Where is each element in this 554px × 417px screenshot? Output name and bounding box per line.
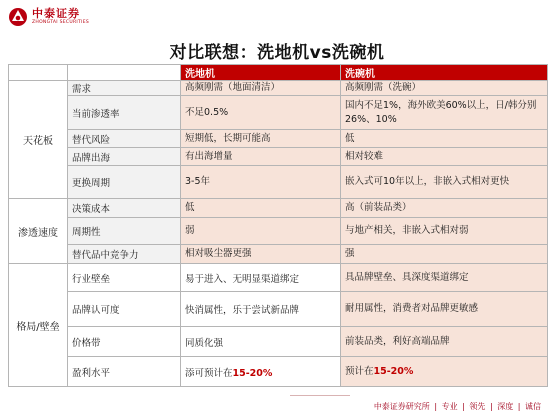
column-header-floor-washer: 洗地机 xyxy=(181,65,341,81)
footer-org: 中泰证券研究所 xyxy=(373,402,430,411)
column-header-dishwasher: 洗碗机 xyxy=(341,65,548,81)
floor-washer-cell: 快消属性，乐于尝试新品牌 xyxy=(181,292,341,327)
floor-washer-cell: 易于进入、无明显渠道绑定 xyxy=(181,264,341,292)
dishwasher-cell: 高频刚需（洗碗） xyxy=(341,81,548,96)
header-blank-cell xyxy=(9,65,68,81)
dimension-cell: 替代风险 xyxy=(68,130,181,148)
dishwasher-cell: 强 xyxy=(341,245,548,264)
brand-name-cn: 中泰证券 xyxy=(32,7,80,21)
floor-washer-cell: 弱 xyxy=(181,218,341,245)
brand-name-en: ZHONGTAI SECURITIES xyxy=(32,20,90,26)
table-row xyxy=(9,264,548,292)
table-row xyxy=(9,130,548,148)
dishwasher-cell: 高（前装品类） xyxy=(341,199,548,218)
dishwasher-cell: 前装品类，利好高端品牌 xyxy=(341,327,548,357)
dimension-cell: 周期性 xyxy=(68,218,181,245)
profit-highlight: 15-20% xyxy=(373,365,414,377)
floor-washer-cell: 短期低，长期可能高 xyxy=(181,130,341,148)
table-row xyxy=(9,218,548,245)
footer-sep: | xyxy=(517,402,521,411)
footer-value: 专业 xyxy=(441,402,458,411)
floor-washer-cell: 有出海增量 xyxy=(181,148,341,166)
dishwasher-cell: 耐用属性，消费者对品牌更敏感 xyxy=(341,292,548,327)
profit-prefix: 预计在 xyxy=(345,365,374,377)
floor-washer-cell: 不足0.5% xyxy=(181,96,341,130)
floor-washer-cell: 低 xyxy=(181,199,341,218)
dishwasher-cell: 嵌入式可10年以上，非嵌入式相对更快 xyxy=(341,166,548,199)
footer-sep: | xyxy=(489,402,493,411)
table-row xyxy=(9,148,548,166)
table-header-row xyxy=(9,65,548,81)
table-row xyxy=(9,96,548,130)
table-row xyxy=(9,357,548,387)
table-row xyxy=(9,199,548,218)
profit-highlight: 15-20% xyxy=(232,367,273,379)
footer-divider xyxy=(290,395,350,396)
floor-washer-cell: 相对吸尘器更强 xyxy=(181,245,341,264)
footer-value: 深度 xyxy=(497,402,514,411)
dimension-cell: 替代品中竞争力 xyxy=(68,245,181,264)
comparison-table xyxy=(8,64,548,387)
dimension-cell: 价格带 xyxy=(68,327,181,357)
header-blank-cell xyxy=(68,65,181,81)
dimension-cell: 盈利水平 xyxy=(68,357,181,387)
footer-value: 诚信 xyxy=(525,402,541,411)
floor-washer-cell: 高频刚需（地面清洁） xyxy=(181,81,341,96)
dimension-cell: 行业壁垒 xyxy=(68,264,181,292)
dimension-cell: 品牌出海 xyxy=(68,148,181,166)
dimension-cell: 更换周期 xyxy=(68,166,181,199)
table-row xyxy=(9,245,548,264)
floor-washer-cell: 同质化强 xyxy=(181,327,341,357)
group-label-barriers: 格局/壁垒 xyxy=(9,264,68,387)
table-row xyxy=(9,292,548,327)
page-title: 对比联想：洗地机vs洗碗机 xyxy=(169,43,385,63)
table-row xyxy=(9,327,548,357)
profit-prefix: 添可预计在 xyxy=(185,367,233,379)
brand-logo-icon xyxy=(8,7,28,27)
footer-sep: | xyxy=(434,402,438,411)
footer-tagline xyxy=(373,401,542,412)
table-row xyxy=(9,81,548,96)
floor-washer-profit-cell xyxy=(181,357,341,387)
dishwasher-profit-cell xyxy=(341,357,548,387)
table-row xyxy=(9,166,548,199)
dimension-cell: 品牌认可度 xyxy=(68,292,181,327)
header-bar xyxy=(0,0,554,32)
dishwasher-cell: 国内不足1%，海外欧美60%以上，日/韩分别26%、10% xyxy=(341,96,548,130)
dimension-cell: 当前渗透率 xyxy=(68,96,181,130)
dimension-cell: 决策成本 xyxy=(68,199,181,218)
dimension-cell: 需求 xyxy=(68,81,181,96)
group-label-ceiling: 天花板 xyxy=(9,81,68,199)
footer-sep: | xyxy=(462,402,465,411)
dishwasher-cell: 具品牌壁垒、具深度渠道绑定 xyxy=(341,264,548,292)
brand-logo xyxy=(8,7,89,27)
footer-value: 领先 xyxy=(469,402,486,411)
floor-washer-cell: 3-5年 xyxy=(181,166,341,199)
dishwasher-cell: 低 xyxy=(341,130,548,148)
dishwasher-cell: 与地产相关，非嵌入式相对弱 xyxy=(341,218,548,245)
dishwasher-cell: 相对较难 xyxy=(341,148,548,166)
group-label-penetration-speed: 渗透速度 xyxy=(9,199,68,264)
